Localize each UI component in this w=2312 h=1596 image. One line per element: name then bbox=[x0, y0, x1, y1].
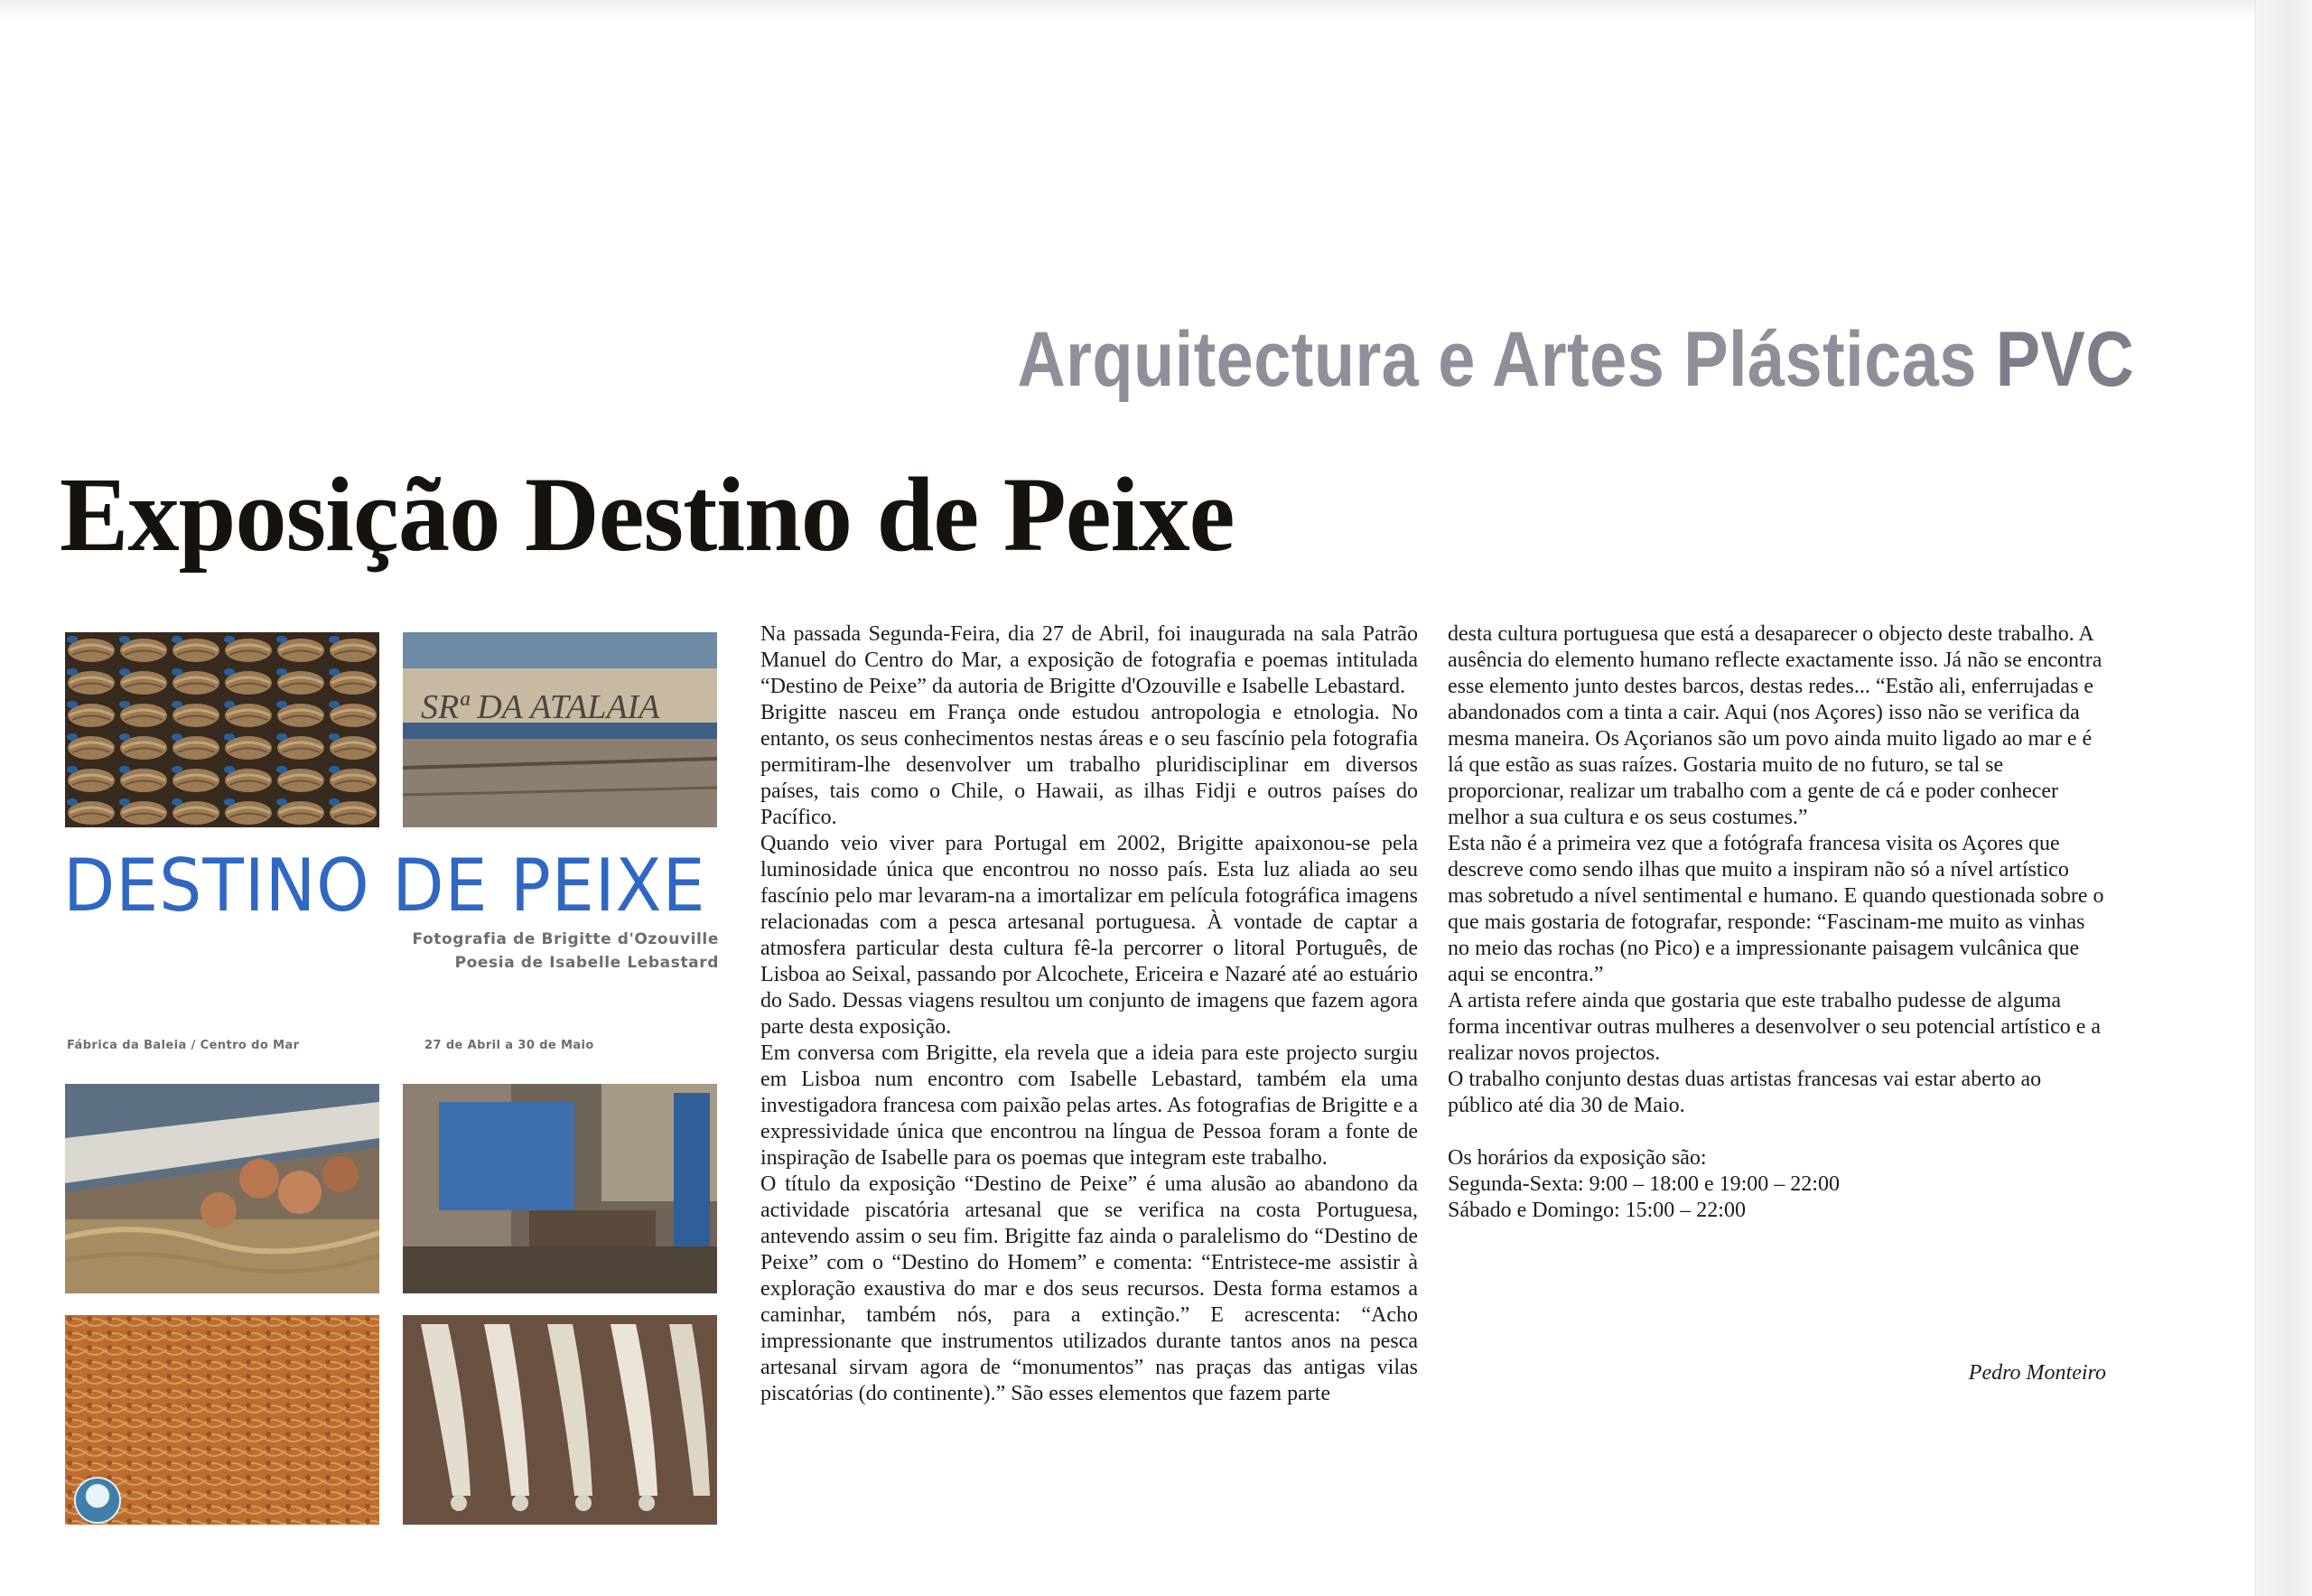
poster-photo-credit: Fotografia de Brigitte d'Ozouville bbox=[412, 930, 719, 948]
article-paragraph: desta cultura portuguesa que está a desaparecer o objecto deste trabalho. A ausência do elemento humano reflecte exactamente isso. Já não se encontra esse elemento junto destes barcos, destas redes... “Estão ali, enferrujadas e abandonados com a tinta a cair. Aqui (nos Açores) isso não se verifica da mesma maneira. Os Açorianos são um povo ainda muito ligado ao mar e é lá que estão as suas raízes. Gostaria muito de no futuro, se tal se proporcionar, realizar um trabalho com a gente de cá e poder conhecer melhor a sua cultura e os seus costumes.” bbox=[1448, 622, 2102, 829]
blue-door-photo bbox=[403, 1084, 717, 1293]
article-column-2 bbox=[1448, 621, 2107, 1224]
poster-title: DESTINO DE PEIXE bbox=[63, 844, 706, 928]
article-paragraph: Brigitte nasceu em França onde estudou antropologia e etnologia. No entanto, os seus conhecimentos nestas áreas e o seu fascínio pela fotografia permitiram-lhe desenvolver um trabalho pluridisciplinar em diversos países, tais como o Chile, o Hawaii, as ilhas Fidji e outros países do Pacífico. bbox=[760, 701, 1418, 829]
section-header bbox=[1017, 314, 2134, 405]
dried-fish-photo bbox=[403, 1315, 717, 1525]
article-column-1 bbox=[760, 621, 1418, 1407]
poster-poetry-credit: Poesia de Isabelle Lebastard bbox=[454, 954, 719, 972]
fish-baskets-photo bbox=[65, 632, 379, 827]
boat-lettering: SRª DA ATALAIA bbox=[421, 688, 660, 726]
article-author: Pedro Monteiro bbox=[1968, 1361, 2106, 1385]
boat-hull-photo bbox=[403, 632, 717, 827]
article-paragraph: Quando veio viver para Portugal em 2002, Brigitte apaixonou-se pela luminosidade única que encontrou no nosso país. Esta luz aliada ao seu fascínio pelo mar levaram-na a imortalizar em película fotográfica imagens relacionadas com a pesca artesanal portuguesa. À vontade de captar a atmosfera particular desta cultura fê-la percorrer o litoral Português, de Lisboa ao Seixal, passando por Alcochete, Ericeira e Nazaré até ao estuário do Sado. Dessas viagens resultou um conjunto de imagens que fazem agora parte desta exposição. bbox=[760, 832, 1418, 1039]
section-header-brand: PVC bbox=[1995, 316, 2134, 403]
article-paragraph: Esta não é a primeira vez que a fotógrafa francesa visita os Açores que descreve como sendo ilhas que muito a inspiram não só a nível artístico mas sobretudo a nível sentimental e humano. E quando questionada sobre o que mais gostaria de fotografar, responde: “Fascinam-me muito as vinhas no meio das rochas (no Pico) e a impressionante paisagem vulcânica que aqui se encontra.” bbox=[1448, 832, 2104, 986]
article-paragraph: Na passada Segunda-Feira, dia 27 de Abril, foi inaugurada na sala Patrão Manuel do Centro do Mar, a exposição de fotografia e poemas intitulada “Destino de Peixe” da autoria de Brigitte d'Ozouville e Isabelle Lebastard. bbox=[760, 622, 1418, 698]
schedule-weekend: Sábado e Domingo: 15:00 – 22:00 bbox=[1448, 1199, 1746, 1222]
article-paragraph: Em conversa com Brigitte, ela revela que a ideia para este projecto surgiu em Lisboa num encontro com Isabelle Lebastard, também ela uma investigadora francesa com paixão pelas artes. As fotografias de Brigitte e a expressividade única que encontrou na língua de Pessoa foram a fonte de inspiração de Isabelle para os poemas que integram este trabalho. bbox=[760, 1041, 1418, 1170]
section-header-text: Arquitectura e Artes Plásticas bbox=[1017, 316, 1977, 403]
boat-ropes-photo bbox=[65, 1084, 379, 1293]
poster-dates: 27 de Abril a 30 de Maio bbox=[424, 1039, 594, 1052]
centro-do-mar-logo bbox=[74, 1477, 121, 1524]
poster-venue: Fábrica da Baleia / Centro do Mar bbox=[67, 1039, 300, 1052]
page-top-shade bbox=[0, 0, 2255, 20]
article-paragraph: A artista refere ainda que gostaria que este trabalho pudesse de alguma forma incentivar outras mulheres a desenvolver o seu potencial artístico e a realizar novos projectos. bbox=[1448, 989, 2102, 1065]
schedule-weekdays: Segunda-Sexta: 9:00 – 18:00 e 19:00 – 22:00 bbox=[1448, 1172, 1840, 1196]
article-paragraph: O título da exposição “Destino de Peixe” é uma alusão ao abandono da actividade piscatória artesanal que se verifica na costa Portuguesa, antevendo assim o seu fim. Brigitte faz ainda o paralelismo do “Destino de Peixe” com o “Destino do Homem” e comenta: “Entristece-me assistir à exploração exaustiva do mar e dos seus recursos. Desta forma estamos a caminhar, também nós, para a extinção.” E acrescenta: “Acho impressionante que instrumentos utilizados durante tantos anos na pesca artesanal sirvam agora de “monumentos” nas praças das antigas vilas piscatórias (do continente).” São esses elementos que fazem parte bbox=[760, 1172, 1418, 1405]
schedule-intro: Os horários da exposição são: bbox=[1448, 1146, 1707, 1170]
article-headline: Exposição Destino de Peixe bbox=[60, 455, 1235, 574]
exhibition-poster bbox=[63, 632, 719, 1526]
page-edge bbox=[2255, 0, 2312, 1596]
article-paragraph: O trabalho conjunto destas duas artistas francesas vai estar aberto ao público até dia 30 de Maio. bbox=[1448, 1068, 2042, 1117]
